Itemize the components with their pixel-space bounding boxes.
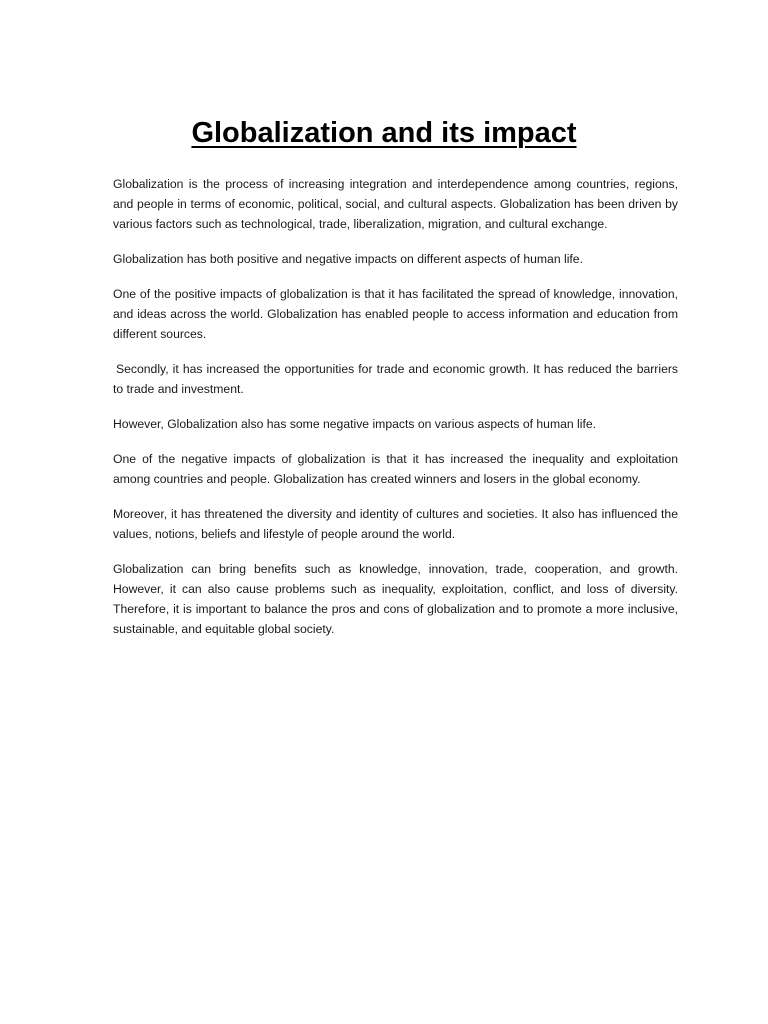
paragraph-positive-knowledge: One of the positive impacts of globalization is that it has facilitated the spread of knowledge, innovation, and ideas across the world. Globalization has enabled people to access information and education from different sources. <box>113 287 678 341</box>
paragraph-negative-intro: However, Globalization also has some negative impacts on various aspects of human life. <box>113 417 597 431</box>
paragraph-negative-inequality: One of the negative impacts of globalization is that it has increased the inequality and exploitation among countries and people. Globalization has created winners and losers in the global economy. <box>113 452 678 486</box>
document-body <box>113 174 678 654</box>
document-title: Globalization and its impact <box>191 117 577 149</box>
paragraph-overview: Globalization has both positive and negative impacts on different aspects of human life. <box>113 252 583 266</box>
paragraph-definition: Globalization is the process of increasing integration and interdependence among countries, regions, and people in terms of economic, political, social, and cultural aspects. Globalization has been driven by various factors such as technological, trade, liberalization, migration, and cultural exchange. <box>113 177 678 231</box>
paragraph-positive-trade: Secondly, it has increased the opportunities for trade and economic growth. It has reduced the barriers to trade and investment. <box>113 362 678 396</box>
paragraph-negative-diversity: Moreover, it has threatened the diversity and identity of cultures and societies. It also has influenced the values, notions, beliefs and lifestyle of people around the world. <box>113 507 678 541</box>
paragraph-conclusion: Globalization can bring benefits such as knowledge, innovation, trade, cooperation, and growth. However, it can also cause problems such as inequality, exploitation, conflict, and loss of diversity. Therefore, it is important to balance the pros and cons of globalization and to promote a more inclusive, sustainable, and equitable global society. <box>113 562 678 636</box>
